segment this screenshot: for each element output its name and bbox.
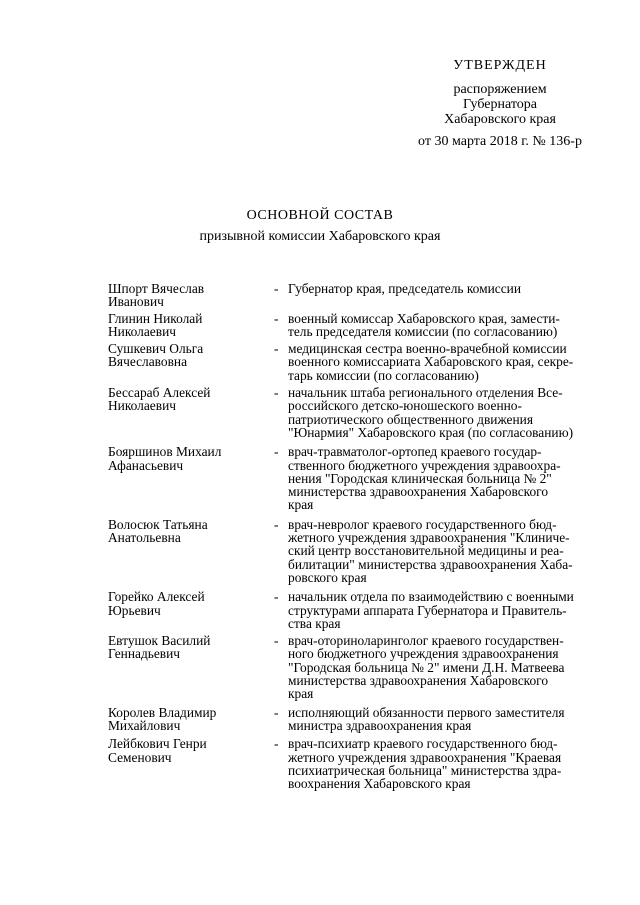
member-name-line: Евтушок Василий xyxy=(108,633,211,649)
member-role-line: министерства здравоохранения Хабаровского xyxy=(288,673,549,689)
member-name xyxy=(108,342,274,382)
member-row xyxy=(108,706,614,733)
member-name-line: Иванович xyxy=(108,294,164,310)
member-row xyxy=(108,386,614,439)
member-role-line: края xyxy=(288,686,314,702)
member-role-line: жетного учреждения здравоохранения "Краевая xyxy=(288,749,562,765)
member-role-line: министерства здравоохранения Хабаровского xyxy=(288,484,549,500)
member-row xyxy=(108,590,614,630)
member-role-line: "Городская больница № 2" имени Д.Н. Матвеева xyxy=(288,659,565,675)
title-sub: призывной комиссии Хабаровского края xyxy=(199,229,441,244)
approval-line: распоряжением xyxy=(453,82,547,97)
member-name-line: Шпорт Вячеслав xyxy=(108,281,205,296)
member-name xyxy=(108,445,274,511)
member-row xyxy=(108,634,614,700)
member-role xyxy=(288,634,614,700)
document-title xyxy=(0,207,640,245)
member-name-line: Николаевич xyxy=(108,323,176,339)
member-name-line: Юрьевич xyxy=(108,602,161,618)
member-role-line: военный комиссар Хабаровского края, замести- xyxy=(288,310,560,326)
member-role-line: начальник отдела по взаимодействию с военными xyxy=(288,589,574,605)
member-dash: - xyxy=(274,310,279,326)
member-role-line: нения "Городская клиническая больница № 2" xyxy=(288,470,552,486)
member-name xyxy=(108,518,274,584)
member-dash: - xyxy=(274,341,279,357)
member-dash: - xyxy=(274,633,279,649)
member-role-line: исполняющий обязанности первого заместителя xyxy=(288,704,565,720)
member-name-line: Анатольевна xyxy=(108,530,181,546)
member-dash: - xyxy=(274,444,279,460)
member-row xyxy=(108,518,614,584)
member-role-line: психиатрическая больница" министерства здра- xyxy=(288,762,562,778)
member-role xyxy=(288,342,614,382)
member-role-line: министра здравоохранения края xyxy=(288,717,472,733)
member-name xyxy=(108,386,274,439)
member-name xyxy=(108,282,274,309)
member-role-line: ский центр восстановительной медицины и реа- xyxy=(288,543,564,559)
member-name-line: Николаевич xyxy=(108,398,176,414)
member-name-line: Глинин Николай xyxy=(108,310,203,326)
member-role-line: ровского края xyxy=(288,569,367,585)
member-dash: - xyxy=(274,385,279,401)
approval-block xyxy=(400,58,600,149)
approval-line: Губернатора xyxy=(462,97,538,112)
member-role-line: "Юнармия" Хабаровского края (по согласованию) xyxy=(288,424,574,440)
member-name-line: Королев Владимир xyxy=(108,704,217,720)
member-role-line: билитации" министерства здравоохранения Хаба- xyxy=(288,556,573,572)
member-dash: - xyxy=(274,281,279,296)
member-role-line: медицинская сестра военно-врачебной комиссии xyxy=(288,341,567,357)
member-role xyxy=(288,312,614,339)
member-role-line: ства края xyxy=(288,615,341,631)
member-name xyxy=(108,737,274,790)
member-name-line: Семенович xyxy=(108,749,172,765)
member-name-line: Сушкевич Ольга xyxy=(108,341,204,357)
member-role-line: ного бюджетного учреждения здравоохранения xyxy=(288,646,559,662)
approval-date: от 30 марта 2018 г. № 136-р xyxy=(418,134,582,149)
member-name-line: Волосюк Татьяна xyxy=(108,516,208,532)
member-role xyxy=(288,737,614,790)
title-main: ОСНОВНОЙ СОСТАВ xyxy=(246,208,394,223)
member-role xyxy=(288,590,614,630)
member-role xyxy=(288,518,614,584)
member-role xyxy=(288,445,614,511)
member-role-line: структурами аппарата Губернатора и Правитель- xyxy=(288,602,567,618)
member-name-line: Лейбкович Генри xyxy=(108,736,207,752)
member-role-line: ственного бюджетного учреждения здравоохра- xyxy=(288,457,561,473)
member-role-line: врач-невролог краевого государственного бюд- xyxy=(288,516,557,532)
member-role-line: врач-психиатр краевого государственного бюд- xyxy=(288,736,558,752)
member-row xyxy=(108,342,614,382)
member-name-line: Геннадьевич xyxy=(108,646,181,662)
member-dash: - xyxy=(274,516,279,532)
member-row xyxy=(108,312,614,339)
approval-heading: УТВЕРЖДЕН xyxy=(453,58,547,73)
member-role-line: жетного учреждения здравоохранения "Клиниче- xyxy=(288,530,570,546)
members-list xyxy=(108,282,614,790)
member-role-line: тарь комиссии (по согласованию) xyxy=(288,367,479,383)
member-role-line: врач-травматолог-ортопед краевого государ- xyxy=(288,444,542,460)
member-role-line: врач-оториноларинголог краевого государствен- xyxy=(288,633,564,649)
member-name xyxy=(108,706,274,733)
member-dash: - xyxy=(274,589,279,605)
member-name-line: Михайлович xyxy=(108,717,181,733)
member-role xyxy=(288,706,614,733)
member-name-line: Афанасьевич xyxy=(108,457,184,473)
member-role-line: начальник штаба регионального отделения Все- xyxy=(288,385,563,401)
member-name-line: Вячеславовна xyxy=(108,354,188,370)
approval-line: Хабаровского края xyxy=(444,112,556,127)
member-role xyxy=(288,282,614,309)
member-role-line: края xyxy=(288,497,314,513)
member-role-line: воохранения Хабаровского края xyxy=(288,776,471,792)
member-role xyxy=(288,386,614,439)
member-role-line: российского детско-юношеского военно- xyxy=(288,398,522,414)
member-name xyxy=(108,590,274,630)
member-role-line: тель председателя комиссии (по согласованию) xyxy=(288,323,558,339)
member-row xyxy=(108,445,614,511)
member-dash: - xyxy=(274,736,279,752)
member-row xyxy=(108,282,614,309)
member-role-line: военного комиссариата Хабаровского края, секре- xyxy=(288,354,574,370)
member-row xyxy=(108,737,614,790)
member-name xyxy=(108,634,274,700)
member-role-line: патриотического общественного движения xyxy=(288,411,533,427)
member-dash: - xyxy=(274,704,279,720)
member-name-line: Бояршинов Михаил xyxy=(108,444,222,460)
member-name xyxy=(108,312,274,339)
member-name-line: Бессараб Алексей xyxy=(108,385,211,401)
member-name-line: Горейко Алексей xyxy=(108,589,205,605)
member-role-line: Губернатор края, председатель комиссии xyxy=(288,281,521,296)
